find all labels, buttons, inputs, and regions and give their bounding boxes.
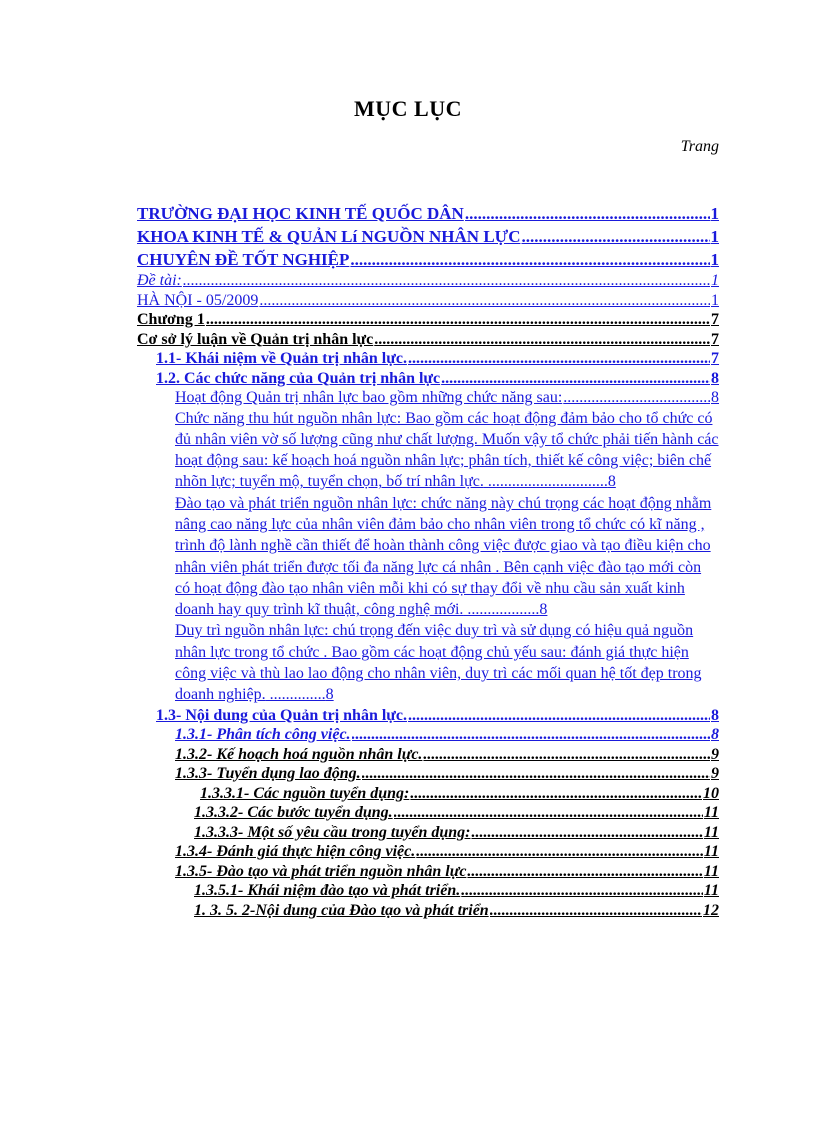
toc-entry-thesis[interactable]: CHUYÊN ĐỀ TỐT NGHIỆP ..... 1 — [137, 248, 719, 271]
toc-entry-maintenance-function[interactable]: Duy trì nguồn nhân lực: chú trọng đến việc duy trì và sử dụng có hiệu quả nguồn nhân lực trong tổ chức . Bao gồm các hoạt động chủ yếu sau: đánh giá thực hiện công việc và thù lao lao động cho nhân viên, duy trì các mối quan hệ tốt đẹp trong doanh nghiệp. ..............8 — [175, 622, 702, 704]
page-column-label: Trang — [680, 138, 719, 155]
toc-entry-1-3-3-2[interactable]: 1.3.3.2- Các bước tuyển dụng. ..... 11 — [137, 803, 719, 823]
toc-entry-1-1[interactable]: 1.1- Khái niệm về Quản trị nhân lực. ..... 7 — [137, 349, 719, 369]
toc-entry-chapter-1[interactable]: Chương 1 ..... 7 — [137, 310, 719, 330]
toc-entry-training-function[interactable]: Đào tạo và phát triển nguồn nhân lực: chức năng này chú trọng các hoạt động nhằm nâng cao năng lực của nhân viên đảm bảo cho nhân viên trong tổ chức có kĩ năng , trình độ lành nghề cần thiết để hoàn thành công việc được giao và tạo điều kiện cho nhân viên phát triển được tối đa năng lực cá nhân . Bên cạnh việc đào tạo mới còn có hoạt động đào tạo nhân viên mỗi khi có sự thay đổi về nhu cầu sản xuất kinh doanh hay quy trình kĩ thuật, công nghệ mới. ..................8 — [175, 494, 712, 619]
toc-entry-1-3-3-3[interactable]: 1.3.3.3- Một số yêu cầu trong tuyển dụng: ..... 11 — [137, 823, 719, 843]
toc-entry-attraction-function[interactable]: Chức năng thu hút nguồn nhân lực: Bao gồm các hoạt động đảm bảo cho tổ chức có đủ nhân viên vờ số lượng cũng như chất lượng. Muốn vậy tổ chức phải tiến hành các hoạt động sau: kế hoạch hoá nguồn nhân lực; phân tích, thiết kế công việc; biên chế nhõn lực; tuyển mộ, tuyển chọn, bố trí nhân lực. ..............................8 — [175, 409, 719, 491]
toc-entry-topic[interactable]: Đề tài: ..... 1 — [137, 271, 719, 291]
toc-entry-1-3-5-1[interactable]: 1.3.5.1- Khái niệm đào tạo và phát triển. ..... 11 — [137, 881, 719, 901]
table-of-contents — [137, 202, 719, 920]
toc-entry-1-3-1[interactable]: 1.3.1- Phân tích công việc. ..... 8 — [137, 725, 719, 745]
toc-entry-1-3-5-2[interactable]: 1. 3. 5. 2-Nội dung của Đào tạo và phát triển ..... 12 — [137, 901, 719, 921]
toc-entry-1-3-4[interactable]: 1.3.4- Đánh giá thực hiện công việc. ..... 11 — [137, 842, 719, 862]
toc-entry-1-3-3[interactable]: 1.3.3- Tuyển dụng lao động. ..... 9 — [137, 764, 719, 784]
toc-entry-1-3-3-1[interactable]: 1.3.3.1- Các nguồn tuyển dụng: ..... 10 — [137, 784, 719, 804]
toc-entry-1-3-5[interactable]: 1.3.5- Đào tạo và phát triển nguồn nhân lực ..... 11 — [137, 862, 719, 882]
toc-entry-theory[interactable]: Cơ sở lý luận về Quản trị nhân lực ..... 7 — [137, 330, 719, 350]
toc-entry-faculty[interactable]: KHOA KINH TẾ & QUẢN Lí NGUỒN NHÂN LỰC ..... 1 — [137, 225, 719, 248]
toc-entry-hanoi[interactable]: HÀ NỘI - 05/2009 ..... 1 — [137, 291, 719, 311]
toc-entry-1-3[interactable]: 1.3- Nội dung của Quản trị nhân lực. ..... 8 — [137, 706, 719, 726]
toc-entry-1-2[interactable]: 1.2. Các chức năng của Quản trị nhân lực ..... 8 — [137, 369, 719, 389]
toc-entry-1-3-2[interactable]: 1.3.2- Kế hoạch hoá nguồn nhân lực. ..... 9 — [137, 745, 719, 765]
toc-entry-functions-intro[interactable]: Hoạt động Quản trị nhân lực bao gồm những chức năng sau: ..... 8 — [137, 388, 719, 408]
page-title: MỤC LỤC — [354, 96, 462, 121]
toc-entry-university[interactable]: TRƯỜNG ĐẠI HỌC KINH TẾ QUỐC DÂN ..... 1 — [137, 202, 719, 225]
